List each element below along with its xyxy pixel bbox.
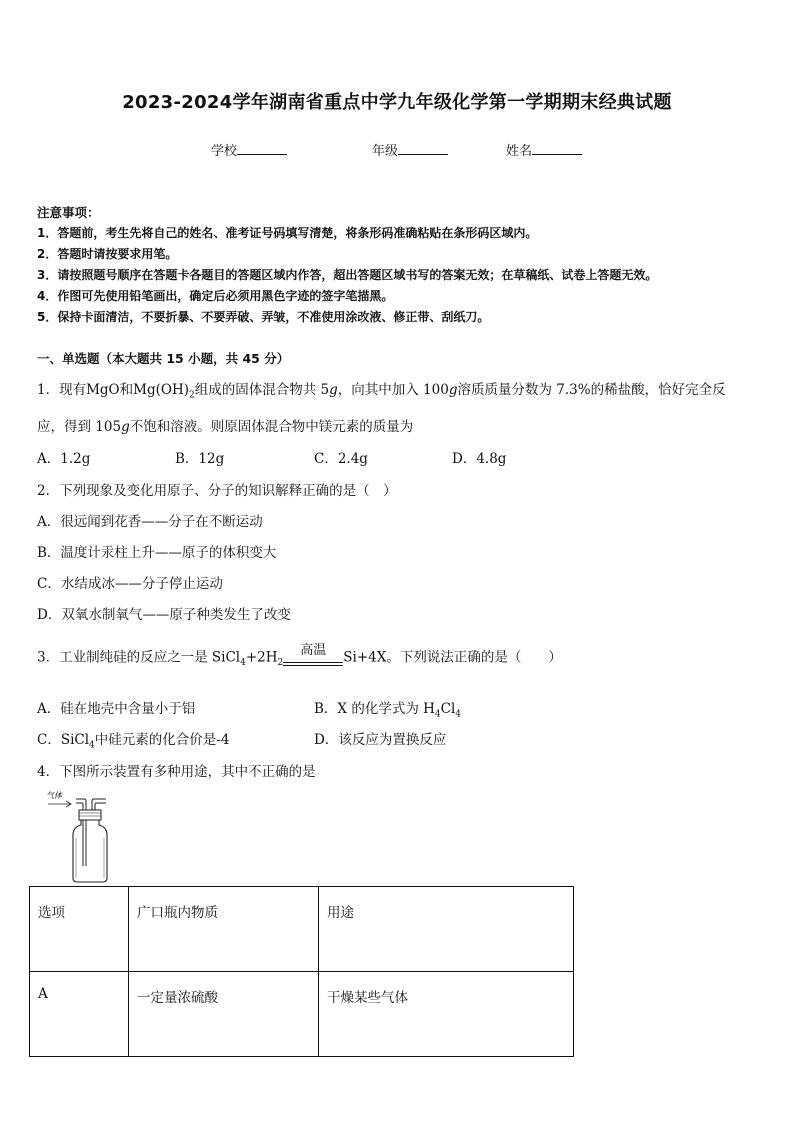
q3-subscript: 4 <box>240 658 246 669</box>
table-row <box>30 887 574 972</box>
note-item: 2．答题时请按要求用笔。 <box>37 247 178 261</box>
q1-text: 不饱和溶液。则原固体混合物中镁元素的质量为 <box>129 419 414 435</box>
q1-text: 溶质质量分数为 7.3%的稀盐酸，恰好完全反 <box>457 382 726 398</box>
q3-text: 中硅元素的化合价是-4 <box>94 732 230 748</box>
section-heading: 一、单选题（本大题共 15 小题，共 45 分） <box>37 351 290 366</box>
grade-blank <box>398 142 448 155</box>
q3-subscript: 4 <box>89 740 95 751</box>
reaction-condition: 高温 <box>300 643 327 658</box>
table-cell: A <box>30 972 129 1057</box>
q2-option-d[interactable]: D．双氧水制氧气——原子种类发生了改变 <box>37 607 291 623</box>
table-header-cell: 广口瓶内物质 <box>129 887 319 972</box>
table-header-cell: 用途 <box>319 887 574 972</box>
q1-text: 组成的固体混合物共 5 <box>194 382 330 398</box>
q1-unit: g <box>121 419 130 435</box>
q1-option-c[interactable]: C．2.4g <box>314 451 368 467</box>
reaction-arrow <box>283 645 343 671</box>
question-3-stem <box>37 645 562 671</box>
school-field <box>211 140 287 159</box>
q2-option-a[interactable]: A．很远闻到花香——分子在不断运动 <box>37 514 263 530</box>
note-item: 5．保持卡面清洁，不要折暴、不要弄破、弄皱，不准使用涂改液、修正带、刮纸刀。 <box>37 310 490 324</box>
q1-option-b[interactable]: B．12g <box>175 451 225 467</box>
question-1-line-1 <box>37 378 726 401</box>
q1-unit: g <box>448 382 458 398</box>
q3-option-d[interactable]: D．该反应为置换反应 <box>314 732 447 748</box>
name-blank <box>532 142 582 155</box>
q2-option-b[interactable]: B．温度计汞柱上升——原子的体积变大 <box>37 545 277 561</box>
q1-unit: g <box>329 382 338 398</box>
gas-washing-bottle-icon <box>40 788 130 884</box>
q3-option-a[interactable]: A．硅在地壳中含量小于铝 <box>37 701 196 717</box>
note-item: 3．请按照题号顺序在答题卡各题目的答题区域内作答，超出答题区域书写的答案无效；在草稿纸、试卷上答题无效。 <box>37 268 658 282</box>
table-row <box>30 972 574 1057</box>
q1-text: 和 <box>119 382 134 398</box>
q1-text: ，向其中加入 100 <box>337 382 449 398</box>
table-header-cell: 选项 <box>30 887 129 972</box>
q3-text: Cl <box>440 701 456 717</box>
school-label: 学校 <box>211 144 238 159</box>
q1-option-a[interactable]: A．1.2g <box>37 451 91 467</box>
question-2-stem: 2．下列现象及变化用原子、分子的知识解释正确的是（ ） <box>37 483 397 499</box>
note-item: 1．答题前，考生先将自己的姓名、准考证号码填写清楚，将条形码准确粘贴在条形码区域内。 <box>37 226 538 240</box>
q1-subscript: 2 <box>188 390 195 401</box>
table-cell: 一定量浓硫酸 <box>129 972 319 1057</box>
table-cell: 干燥某些气体 <box>319 972 574 1057</box>
note-item: 4．作图可先使用铅笔画出，确定后必须用黑色字迹的签字笔描黑。 <box>37 289 394 303</box>
q4-options-table <box>29 886 574 1057</box>
q2-option-c[interactable]: C．水结成冰——分子停止运动 <box>37 576 223 592</box>
q3-subscript: 4 <box>434 709 441 720</box>
q3-text: +2H <box>245 649 278 666</box>
grade-label: 年级 <box>372 144 399 159</box>
grade-field <box>372 140 448 159</box>
q3-text: C．SiCl <box>37 732 90 748</box>
question-1-line-2 <box>37 415 413 435</box>
name-label: 姓名 <box>506 144 533 159</box>
gas-washing-bottle-figure <box>40 788 130 884</box>
q1-text: 应，得到 105 <box>37 419 122 435</box>
notes-heading: 注意事项： <box>37 205 100 220</box>
q3-option-b[interactable] <box>314 697 461 720</box>
q1-text: 1．现有 <box>37 382 87 398</box>
page-title: 2023-2024学年湖南省重点中学九年级化学第一学期期末经典试题 <box>122 92 672 113</box>
q3-text: B．X 的化学式为 H <box>314 701 435 717</box>
name-field <box>506 140 582 159</box>
q1-option-d[interactable]: D．4.8g <box>452 451 507 467</box>
q3-text: Si+4X。下列说法正确的是（ ） <box>343 649 562 666</box>
q3-subscript: 2 <box>277 658 284 669</box>
q1-formula-mgo: MgO <box>86 382 120 398</box>
q1-formula-mgoh2: Mg(OH) <box>133 382 189 398</box>
question-4-stem: 4．下图所示装置有多种用途，其中不正确的是 <box>37 764 316 780</box>
q3-text: 3．工业制纯硅的反应之一是 SiCl <box>37 649 241 666</box>
school-blank <box>237 142 287 155</box>
q3-subscript: 4 <box>455 709 462 720</box>
figure-gas-label: 气体 <box>46 791 62 800</box>
q3-option-c[interactable] <box>37 728 229 751</box>
